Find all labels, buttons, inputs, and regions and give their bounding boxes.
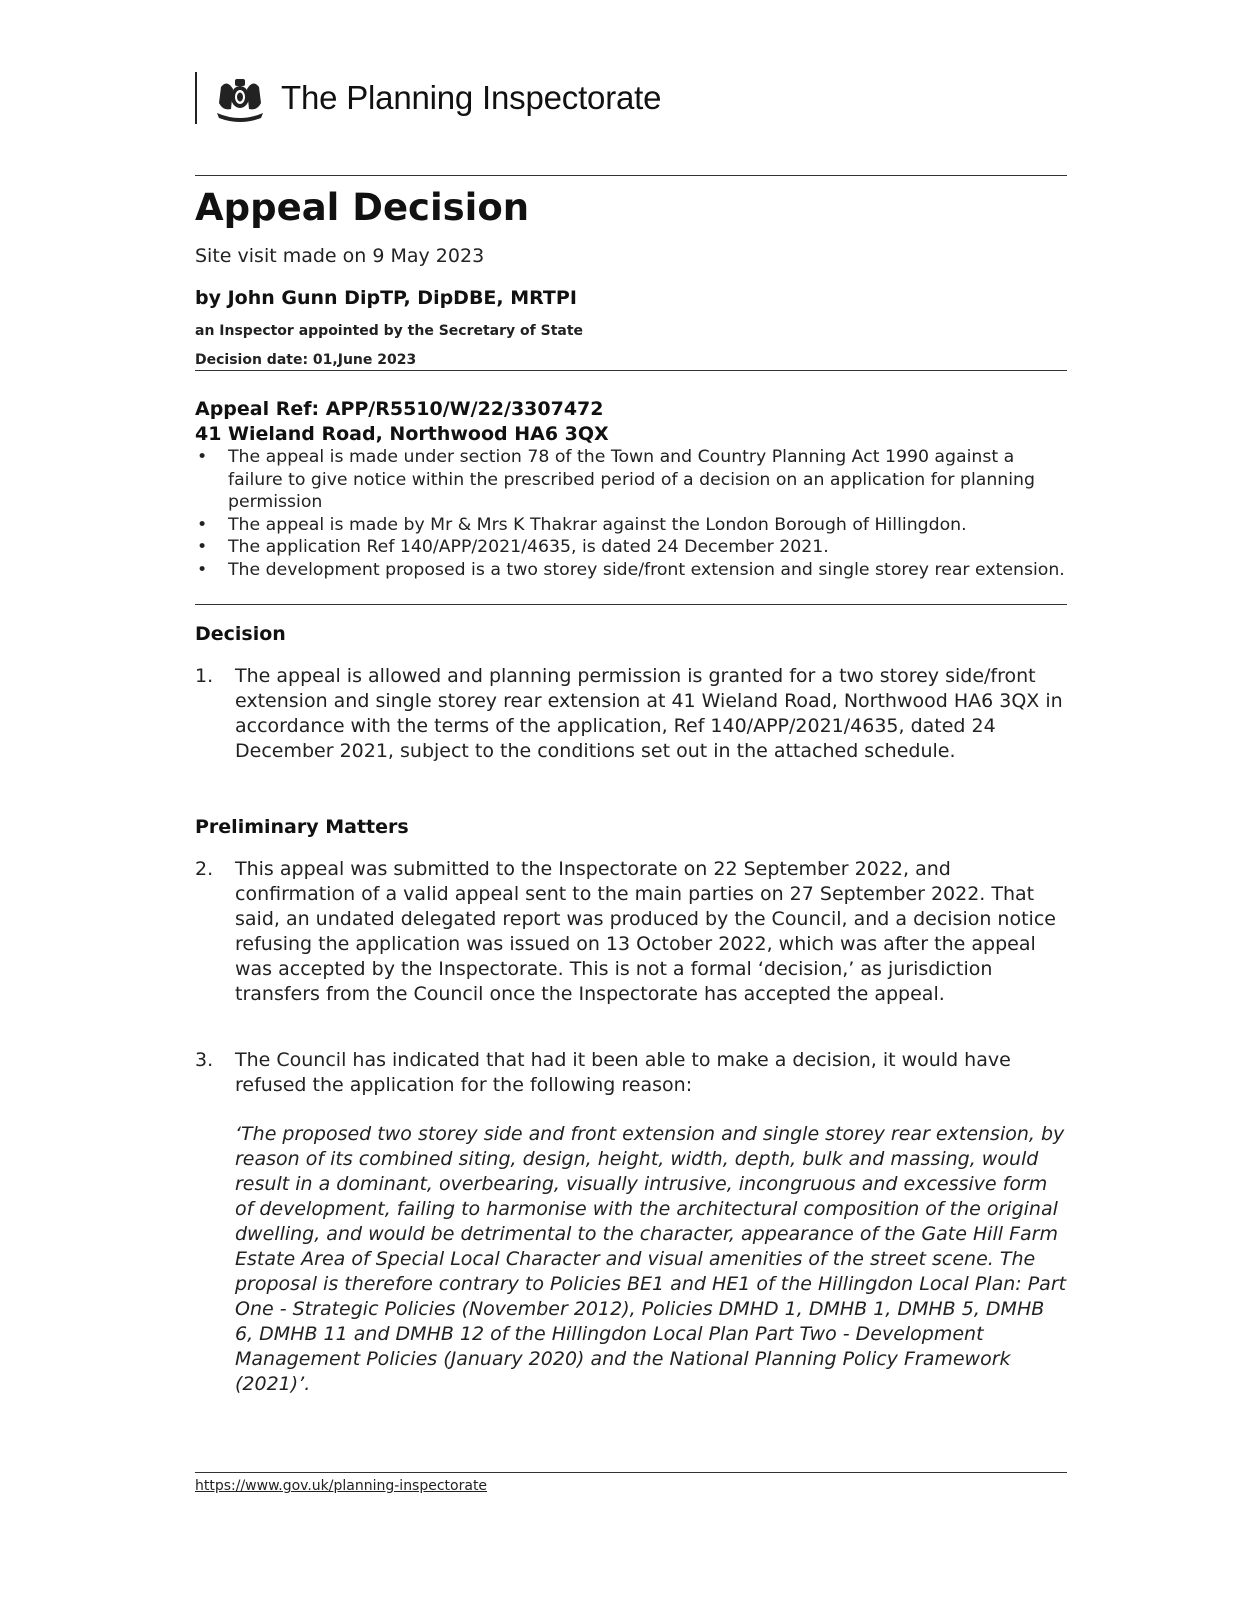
decision-date-rule xyxy=(195,370,1067,371)
decision-date: Decision date: 01,June 2023 xyxy=(195,352,417,368)
page-title: Appeal Decision xyxy=(195,186,530,229)
list-item: • The application Ref 140/APP/2021/4635, is dated 24 December 2021. xyxy=(197,537,829,557)
header-rule xyxy=(195,175,1067,176)
logo-divider xyxy=(195,72,197,124)
paragraph-2 xyxy=(195,857,1067,1007)
bullet-icon: • xyxy=(197,559,208,580)
appeal-reference-block xyxy=(195,397,609,447)
paragraph-3 xyxy=(195,1048,1067,1098)
paragraph-number: 1. xyxy=(195,665,214,687)
list-item: • The appeal is made by Mr & Mrs K Thakrar against the London Borough of Hillingdon. xyxy=(197,514,967,535)
paragraph-number: 2. xyxy=(195,858,214,880)
summary-rule xyxy=(195,604,1067,605)
footer-rule xyxy=(195,1472,1067,1473)
appeal-address: 41 Wieland Road, Northwood HA6 3QX xyxy=(195,423,609,445)
paragraph-text: The appeal is allowed and planning permission is granted for a two storey side/front extension and single storey rear extension at 41 Wieland Road, Northwood HA6 3QX in accordance with the terms of the application, Ref 140/APP/2021/4635, dated 24 December 2021, subject to the conditions set out in the attached schedule. xyxy=(235,665,1063,762)
organisation-name: The Planning Inspectorate xyxy=(281,79,662,116)
header-logo xyxy=(195,72,661,124)
list-item: • The appeal is made under section 78 of the Town and Country Planning Act 1990 against a failure to give notice within the prescribed period of a decision on an application for planning permission xyxy=(197,447,1035,512)
royal-coat-of-arms-icon xyxy=(209,73,271,123)
site-visit-date: Site visit made on 9 May 2023 xyxy=(195,245,485,267)
paragraph-1 xyxy=(195,664,1067,764)
bullet-icon: • xyxy=(197,447,208,467)
decision-heading: Decision xyxy=(195,623,286,645)
bullet-icon: • xyxy=(197,514,208,535)
paragraph-text: This appeal was submitted to the Inspectorate on 22 September 2022, and confirmation of a valid appeal sent to the main parties on 27 September 2022. That said, an undated delegated report was produced by the Council, and a decision notice refusing the application was issued on 13 October 2022, which was after the appeal was accepted by the Inspectorate. This is not a formal ‘decision,’ as jurisdiction transfers from the Council once the Inspectorate has accepted the appeal. xyxy=(235,858,1056,1005)
inspector-name: by John Gunn DipTP, DipDBE, MRTPI xyxy=(195,287,577,309)
appeal-summary-list xyxy=(195,446,1067,581)
refusal-reason-quote: ‘The proposed two storey side and front extension and single storey rear extension, by reason of its combined siting, design, height, width, depth, bulk and massing, would result in a dominant, overbearing, visually intrusive, incongruous and excessive form of development, failing to harmonise with the architectural composition of the original dwelling, and would be detrimental to the character, appearance of the Gate Hill Farm Estate Area of Special Local Character and visual amenities of the street scene. The proposal is therefore contrary to Policies BE1 and HE1 of the Hillingdon Local Plan: Part One - Strategic Policies (November 2012), Policies DMHD 1, DMHB 1, DMHB 5, DMHB 6, DMHB 11 and DMHB 12 of the Hillingdon Local Plan Part Two - Development Management Policies (January 2020) and the National Planning Policy Framework (2021)’. xyxy=(235,1123,1067,1395)
preliminary-matters-heading: Preliminary Matters xyxy=(195,816,409,838)
inspector-appointment: an Inspector appointed by the Secretary of State xyxy=(195,323,584,339)
paragraph-text: The Council has indicated that had it been able to make a decision, it would have refused the application for the following reason: xyxy=(235,1049,1011,1096)
list-item: • The development proposed is a two storey side/front extension and single storey rear extension. xyxy=(197,559,1065,580)
bullet-icon: • xyxy=(197,537,208,557)
paragraph-number: 3. xyxy=(195,1049,214,1071)
footer-link[interactable]: https://www.gov.uk/planning-inspectorate xyxy=(195,1478,488,1494)
appeal-ref: Appeal Ref: APP/R5510/W/22/3307472 xyxy=(195,398,604,420)
